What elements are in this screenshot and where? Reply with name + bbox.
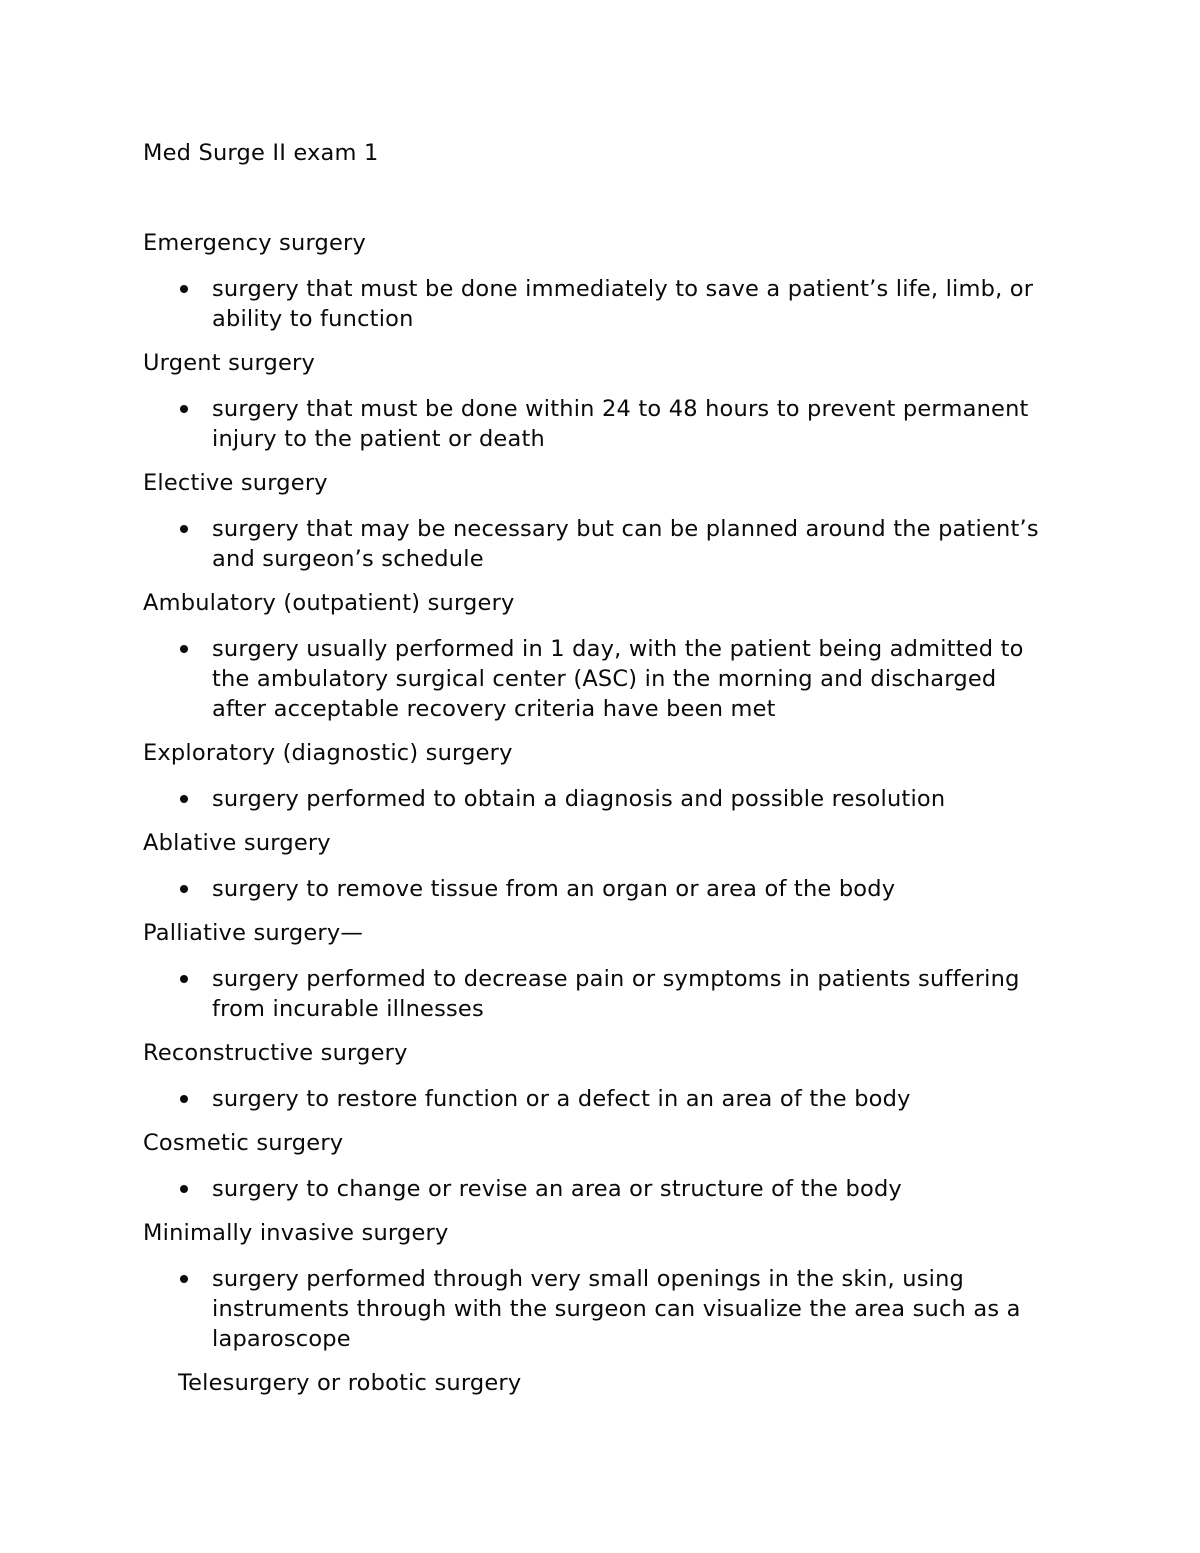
- bullet-marker-icon: [180, 1185, 188, 1193]
- definition-bullet-list: [143, 784, 1057, 814]
- bullet-marker-icon: [180, 975, 188, 983]
- term-heading: Elective surgery: [143, 470, 328, 496]
- bullet-text: surgery to restore function or a defect in an area of the body: [212, 1086, 911, 1112]
- definition-bullet-list: [143, 634, 1057, 724]
- bullet-text: surgery that must be done within 24 to 48 hours to prevent permanent injury to the patient or death: [212, 396, 1029, 452]
- bullet-marker-icon: [180, 1275, 188, 1283]
- bullet-item: [212, 874, 1057, 904]
- bullet-item: [212, 514, 1057, 574]
- bullet-marker-icon: [180, 645, 188, 653]
- bullet-marker-icon: [180, 885, 188, 893]
- bullet-marker-icon: [180, 1095, 188, 1103]
- definition-bullet-list: [143, 514, 1057, 574]
- bullet-text: surgery that may be necessary but can be planned around the patient’s and surgeon’s schedule: [212, 516, 1039, 572]
- definition-bullet-list: [143, 394, 1057, 454]
- bullet-item: [212, 1084, 1057, 1114]
- document-title: Med Surge II exam 1: [143, 140, 379, 166]
- bullet-item: [212, 784, 1057, 814]
- term-heading: Ablative surgery: [143, 830, 331, 856]
- term-heading: Palliative surgery—: [143, 920, 364, 946]
- bullet-item: [212, 394, 1057, 454]
- definition-bullet-list: [143, 964, 1057, 1024]
- bullet-marker-icon: [180, 525, 188, 533]
- bullet-text: surgery performed through very small openings in the skin, using instruments through with the surgeon can visualize the area such as a laparoscope: [212, 1266, 1021, 1352]
- bullet-text: surgery to change or revise an area or structure of the body: [212, 1176, 902, 1202]
- bullet-text: surgery to remove tissue from an organ or area of the body: [212, 876, 896, 902]
- definition-bullet-list: [143, 1174, 1057, 1204]
- term-heading: Exploratory (diagnostic) surgery: [143, 740, 513, 766]
- term-heading: Minimally invasive surgery: [143, 1220, 449, 1246]
- definition-bullet-list: [143, 1084, 1057, 1114]
- definition-bullet-list: [143, 274, 1057, 334]
- term-heading: Urgent surgery: [143, 350, 316, 376]
- bullet-text: surgery usually performed in 1 day, with the patient being admitted to the ambulatory surgical center (ASC) in the morning and discharged after acceptable recovery criteria have been met: [212, 636, 1024, 722]
- bullet-item: [212, 274, 1057, 334]
- bullet-marker-icon: [180, 795, 188, 803]
- term-heading: Reconstructive surgery: [143, 1040, 408, 1066]
- bullet-item: [212, 964, 1057, 1024]
- definition-bullet-list: [143, 874, 1057, 904]
- bullet-text: surgery performed to decrease pain or symptoms in patients suffering from incurable illnesses: [212, 966, 1020, 1022]
- bullet-text: surgery performed to obtain a diagnosis and possible resolution: [212, 786, 946, 812]
- bullet-marker-icon: [180, 285, 188, 293]
- bullet-item: [212, 1264, 1057, 1354]
- bullet-text: surgery that must be done immediately to save a patient’s life, limb, or ability to function: [212, 276, 1034, 332]
- term-heading: Cosmetic surgery: [143, 1130, 344, 1156]
- term-heading: Telesurgery or robotic surgery: [178, 1370, 522, 1396]
- bullet-item: [212, 1174, 1057, 1204]
- term-heading: Emergency surgery: [143, 230, 366, 256]
- document-body: [143, 228, 1057, 1398]
- bullet-item: [212, 634, 1057, 724]
- term-heading: Ambulatory (outpatient) surgery: [143, 590, 515, 616]
- bullet-marker-icon: [180, 405, 188, 413]
- definition-bullet-list: [143, 1264, 1057, 1354]
